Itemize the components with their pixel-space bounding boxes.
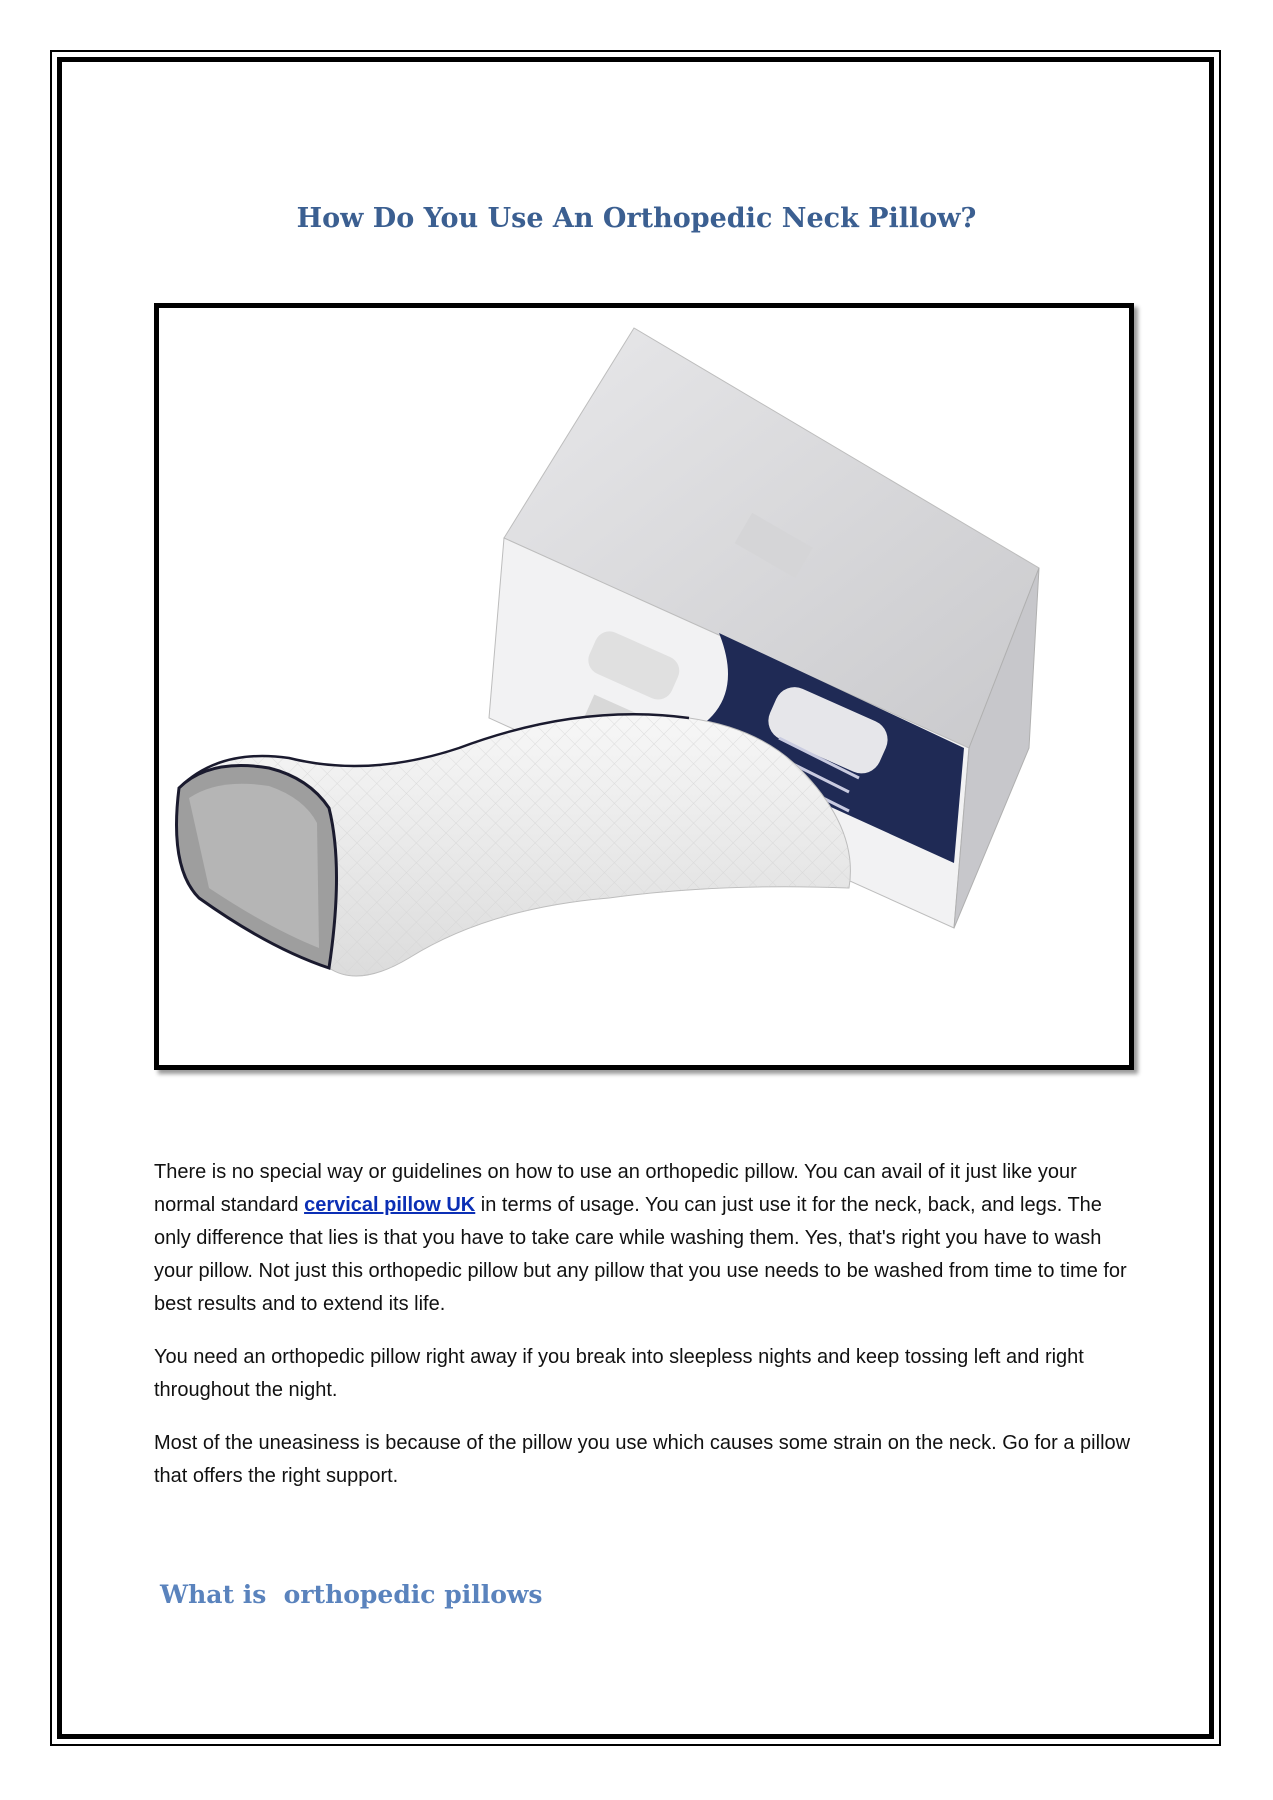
product-image (154, 303, 1134, 1070)
paragraph-1-text-start: There is no special way or guidelines on how to use an orthopedic pillow. You can avail of it just like your normal standard (154, 1161, 1077, 1216)
paragraph-2: You need an orthopedic pillow right away if you break into sleepless nights and keep tossing left and right throughout the night. (154, 1346, 1084, 1401)
pillow-and-box-illustration (159, 308, 1129, 1065)
page-title: How Do You Use An Orthopedic Neck Pillow? (296, 203, 977, 234)
paragraph-1-text-end: in terms of usage. You can just use it for the neck, back, and legs. The only difference that lies is that you have to take care while washing them. Yes, that's right you have to wash your pillow. Not just this orthopedic pillow but any pillow that you use needs to be washed from time to time for best results and to extend its life. (154, 1194, 1127, 1315)
cervical-pillow-link[interactable]: cervical pillow UK (304, 1194, 476, 1216)
section-heading: What is orthopedic pillows (160, 1580, 543, 1609)
paragraph-1 (154, 1156, 1134, 1321)
paragraph-3: Most of the uneasiness is because of the pillow you use which causes some strain on the neck. Go for a pillow that offers the right support. (154, 1432, 1131, 1487)
article-body (154, 1156, 1134, 1513)
